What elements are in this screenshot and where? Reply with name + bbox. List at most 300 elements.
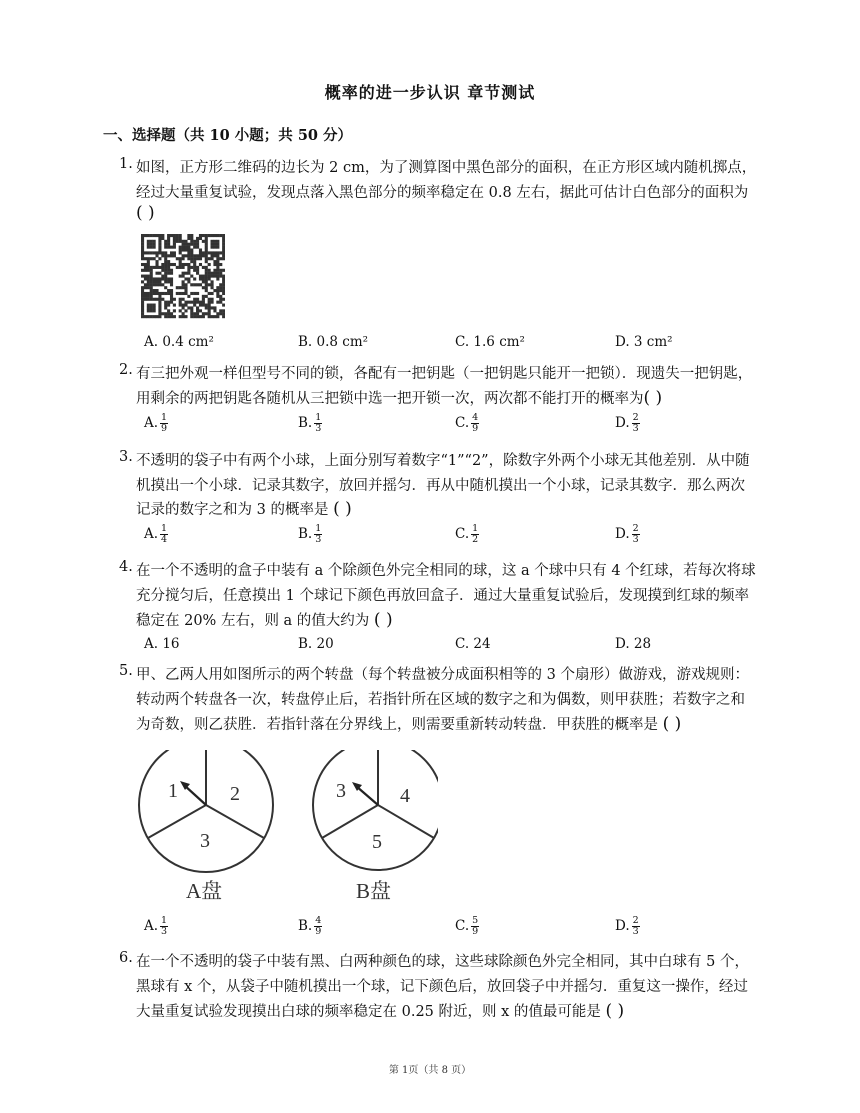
- qr-module: [167, 246, 170, 249]
- qr-module: [158, 248, 161, 251]
- qr-module: [196, 298, 199, 301]
- qr-module: [167, 260, 170, 263]
- qr-module: [196, 254, 199, 257]
- q3-line-3: [136, 498, 352, 519]
- q4-option-a[interactable]: A. 16: [144, 636, 180, 652]
- qr-module: [187, 234, 190, 237]
- qr-module: [182, 286, 185, 289]
- qr-module: [155, 254, 158, 257]
- qr-module: [184, 292, 187, 295]
- qr-module: [202, 234, 205, 237]
- qr-module: [161, 266, 164, 269]
- qr-module: [167, 243, 170, 246]
- qr-module: [196, 315, 199, 318]
- qr-module: [150, 283, 153, 286]
- qr-module: [184, 289, 187, 292]
- qr-module: [182, 246, 185, 249]
- qr-module: [202, 295, 205, 298]
- q4-line-1: 在一个不透明的盒子中装有 a 个除颜色外完全相同的球，这 a 个球中只有 4 个红球，若每次将球: [136, 563, 756, 579]
- section-heading: 一、选择题（共 10 小题；共 50 分）: [103, 127, 353, 144]
- qr-module: [190, 260, 193, 263]
- qr-module: [155, 283, 158, 286]
- qr-module: [170, 269, 173, 272]
- qr-module: [150, 295, 153, 298]
- qr-module: [158, 237, 161, 240]
- qr-module: [147, 243, 150, 246]
- q5-option-d[interactable]: D. $\frac{2}{3}$: [615, 915, 639, 937]
- qr-module: [199, 309, 202, 312]
- q3-option-d[interactable]: D. $\frac{2}{3}$: [615, 523, 639, 545]
- qr-module: [158, 234, 161, 237]
- q4-option-b[interactable]: B. 20: [298, 636, 334, 652]
- qr-module: [155, 280, 158, 283]
- q5-option-b[interactable]: B. $\frac{4}{9}$: [298, 915, 322, 937]
- q6-line-3-text: 大量重复试验发现摸出白球的频率稳定在 0.25 附近，则 x 的值最可能是: [136, 1004, 601, 1020]
- qr-module: [199, 263, 202, 266]
- qr-module: [199, 304, 202, 307]
- qr-module: [193, 301, 196, 304]
- qr-module: [147, 269, 150, 272]
- qr-module: [205, 280, 208, 283]
- qr-module: [176, 240, 179, 243]
- qr-module: [222, 315, 225, 318]
- qr-module: [147, 286, 150, 289]
- qr-module: [176, 257, 179, 260]
- qr-module: [222, 254, 225, 257]
- qr-module: [161, 312, 164, 315]
- qr-module: [161, 263, 164, 266]
- q1-option-d[interactable]: D. 3 cm²: [615, 334, 673, 350]
- qr-module: [147, 277, 150, 280]
- qr-module: [144, 283, 147, 286]
- qr-module: [187, 248, 190, 251]
- q3-line-3-text: 记录的数字之和为 3 的概率是: [136, 502, 329, 518]
- qr-module: [179, 240, 182, 243]
- q1-option-a[interactable]: A. 0.4 cm²: [144, 334, 214, 350]
- qr-module: [176, 234, 179, 237]
- qr-module: [219, 272, 222, 275]
- qr-module: [196, 272, 199, 275]
- qr-module: [182, 266, 185, 269]
- q4-number: 4.: [119, 559, 133, 575]
- qr-module: [155, 266, 158, 269]
- qr-module: [141, 263, 144, 266]
- qr-module: [147, 263, 150, 266]
- qr-module: [219, 234, 222, 237]
- qr-module: [205, 269, 208, 272]
- qr-module: [184, 243, 187, 246]
- qr-module: [222, 246, 225, 249]
- qr-module: [196, 306, 199, 309]
- q1-bracket: ( ): [136, 203, 155, 223]
- qr-module: [147, 260, 150, 263]
- qr-module: [196, 266, 199, 269]
- qr-module: [173, 315, 176, 318]
- q4-line-3-text: 稳定在 20% 左右，则 a 的值大约为: [136, 613, 370, 629]
- qr-module: [164, 243, 167, 246]
- qr-module: [199, 275, 202, 278]
- wheel-a-sector-1: 1: [168, 780, 178, 802]
- qr-module: [216, 240, 219, 243]
- qr-module: [147, 266, 150, 269]
- qr-module: [155, 272, 158, 275]
- qr-module: [216, 266, 219, 269]
- qr-module: [199, 283, 202, 286]
- qr-module: [184, 286, 187, 289]
- qr-module: [161, 237, 164, 240]
- qr-module: [211, 298, 214, 301]
- q3-line-1: 不透明的袋子中有两个小球，上面分别写着数字“1”“2”，除数字外两个小球无其他差别．从中随: [136, 453, 750, 469]
- qr-module: [208, 312, 211, 315]
- qr-module: [187, 301, 190, 304]
- qr-module: [196, 243, 199, 246]
- qr-module: [147, 306, 150, 309]
- qr-module: [141, 237, 144, 240]
- qr-module: [147, 234, 150, 237]
- qr-module: [193, 243, 196, 246]
- qr-module: [141, 292, 144, 295]
- qr-module: [170, 254, 173, 257]
- qr-module: [144, 269, 147, 272]
- qr-module: [182, 248, 185, 251]
- qr-module: [222, 304, 225, 307]
- qr-module: [184, 304, 187, 307]
- qr-module: [147, 257, 150, 260]
- qr-module: [167, 292, 170, 295]
- qr-module: [155, 289, 158, 292]
- qr-module: [170, 272, 173, 275]
- qr-module: [202, 315, 205, 318]
- qr-module: [164, 246, 167, 249]
- q6-line-1: 在一个不透明的袋子中装有黑、白两种颜色的球，这些球除颜色外完全相同，其中白球有 5 个，: [136, 954, 749, 970]
- qr-module: [141, 240, 144, 243]
- qr-module: [202, 286, 205, 289]
- qr-module: [150, 315, 153, 318]
- qr-module: [155, 292, 158, 295]
- qr-module: [170, 289, 173, 292]
- qr-module: [153, 283, 156, 286]
- qr-module: [193, 312, 196, 315]
- wheel-a-sector-3: 3: [200, 830, 210, 852]
- qr-module: [153, 289, 156, 292]
- qr-module: [216, 246, 219, 249]
- wheel-b-divider: [322, 805, 378, 838]
- qr-module: [167, 237, 170, 240]
- wheel-a-sector-2: 2: [230, 783, 240, 805]
- qr-module: [193, 298, 196, 301]
- qr-module: [173, 243, 176, 246]
- qr-module: [153, 280, 156, 283]
- qr-module: [167, 272, 170, 275]
- qr-module: [182, 240, 185, 243]
- qr-module: [167, 280, 170, 283]
- qr-module: [153, 277, 156, 280]
- q2-option-b[interactable]: B. $\frac{1}{3}$: [298, 412, 322, 434]
- qr-module: [173, 246, 176, 249]
- qr-module: [179, 237, 182, 240]
- q3-line-2: 机摸出一个小球．记录其数字，放回并摇匀．再从中随机摸出一个小球，记录其数字．那么两次: [136, 478, 745, 494]
- q4-option-c[interactable]: C. 24: [455, 636, 491, 652]
- qr-module: [150, 240, 153, 243]
- qr-module: [173, 304, 176, 307]
- qr-module: [179, 315, 182, 318]
- qr-module: [164, 263, 167, 266]
- qr-module: [211, 292, 214, 295]
- qr-module: [158, 280, 161, 283]
- qr-module: [182, 263, 185, 266]
- qr-module: [150, 246, 153, 249]
- qr-module: [184, 309, 187, 312]
- q5-option-a[interactable]: A. $\frac{1}{3}$: [144, 915, 168, 937]
- qr-module: [219, 312, 222, 315]
- qr-module: [150, 257, 153, 260]
- qr-module: [205, 277, 208, 280]
- qr-module: [164, 292, 167, 295]
- qr-module: [222, 286, 225, 289]
- qr-module: [164, 275, 167, 278]
- qr-module: [190, 301, 193, 304]
- qr-module: [164, 306, 167, 309]
- qr-module: [170, 298, 173, 301]
- qr-module: [216, 289, 219, 292]
- qr-module: [141, 295, 144, 298]
- qr-module: [164, 251, 167, 254]
- q2-option-a[interactable]: A. $\frac{1}{9}$: [144, 412, 168, 434]
- qr-module: [141, 257, 144, 260]
- page-title: 概率的进一步认识 章节测试: [324, 83, 536, 102]
- qr-module: [196, 269, 199, 272]
- qr-module: [184, 263, 187, 266]
- qr-module: [196, 237, 199, 240]
- qr-module: [216, 275, 219, 278]
- qr-module: [158, 304, 161, 307]
- qr-module: [182, 243, 185, 246]
- qr-module: [205, 266, 208, 269]
- qr-module: [184, 277, 187, 280]
- qr-module: [222, 243, 225, 246]
- qr-module: [164, 280, 167, 283]
- qr-module: [205, 257, 208, 260]
- wheel-b-label: B盘: [356, 879, 392, 903]
- qr-module: [187, 295, 190, 298]
- q6-bracket: ( ): [605, 1001, 625, 1021]
- qr-module: [153, 292, 156, 295]
- q5-option-c[interactable]: C. $\frac{5}{9}$: [455, 915, 479, 937]
- qr-module: [150, 292, 153, 295]
- q6-number: 6.: [119, 950, 133, 966]
- qr-module: [144, 315, 147, 318]
- qr-module: [216, 269, 219, 272]
- q5-line-1: 甲、乙两人用如图所示的两个转盘（每个转盘被分成面积相等的 3 个扇形）做游戏，游戏规则：: [136, 667, 749, 683]
- qr-module: [182, 275, 185, 278]
- qr-module: [187, 246, 190, 249]
- page-footer: 第 1页（共 8 页）: [388, 1065, 472, 1076]
- qr-module: [179, 234, 182, 237]
- qr-module: [219, 275, 222, 278]
- qr-module: [213, 240, 216, 243]
- qr-module: [216, 243, 219, 246]
- qr-module: [199, 251, 202, 254]
- qr-module: [176, 292, 179, 295]
- qr-module: [193, 266, 196, 269]
- qr-module: [147, 292, 150, 295]
- qr-module: [164, 301, 167, 304]
- qr-module: [144, 266, 147, 269]
- qr-module: [205, 306, 208, 309]
- q3-option-b[interactable]: B. $\frac{1}{3}$: [298, 523, 322, 545]
- qr-module: [202, 280, 205, 283]
- qr-module: [208, 306, 211, 309]
- qr-module: [141, 251, 144, 254]
- qr-module: [176, 237, 179, 240]
- qr-module: [199, 257, 202, 260]
- qr-module: [167, 277, 170, 280]
- q2-option-c[interactable]: C. $\frac{4}{9}$: [455, 412, 479, 434]
- qr-module: [141, 248, 144, 251]
- qr-module: [153, 246, 156, 249]
- q3-option-c[interactable]: C. $\frac{1}{2}$: [455, 523, 479, 545]
- qr-module: [199, 277, 202, 280]
- qr-module: [167, 240, 170, 243]
- qr-module: [190, 234, 193, 237]
- q2-option-d[interactable]: D. $\frac{2}{3}$: [615, 412, 639, 434]
- qr-module: [208, 269, 211, 272]
- wheel-b-sector-4: 4: [400, 785, 410, 807]
- qr-module: [222, 257, 225, 260]
- qr-module: [155, 263, 158, 266]
- qr-module: [150, 269, 153, 272]
- qr-module: [164, 240, 167, 243]
- qr-module: [208, 309, 211, 312]
- qr-module: [211, 272, 214, 275]
- qr-module: [190, 266, 193, 269]
- qr-module: [170, 251, 173, 254]
- qr-module: [199, 237, 202, 240]
- qr-module: [219, 257, 222, 260]
- qr-module: [222, 283, 225, 286]
- qr-module: [141, 269, 144, 272]
- q1-option-c[interactable]: C. 1.6 cm²: [455, 334, 525, 350]
- qr-module: [187, 306, 190, 309]
- qr-module: [153, 298, 156, 301]
- wheel-a-pointer: [184, 785, 206, 805]
- qr-module: [147, 298, 150, 301]
- qr-module: [208, 315, 211, 318]
- q4-line-2: 充分搅匀后，任意摸出 1 个球记下颜色再放回盒子．通过大量重复试验后，发现摸到红球的频率: [136, 588, 749, 604]
- qr-module: [155, 234, 158, 237]
- q6-line-2: 黑球有 x 个，从袋子中随机摸出一个球，记下颜色后，放回袋子中并摇匀．重复这一操作，经过: [136, 979, 748, 995]
- qr-module: [182, 312, 185, 315]
- qr-module: [170, 280, 173, 283]
- qr-module: [205, 272, 208, 275]
- qr-module: [222, 277, 225, 280]
- qr-module: [196, 301, 199, 304]
- qr-module: [202, 251, 205, 254]
- wheel-b-divider: [378, 805, 434, 838]
- q3-bracket: ( ): [333, 499, 352, 519]
- qr-module: [213, 269, 216, 272]
- q2-line-2-text: 用剩余的两把钥匙各随机从三把锁中选一把开锁一次，两次都不能打开的概率为: [136, 391, 644, 407]
- qr-module: [173, 263, 176, 266]
- qr-module: [167, 234, 170, 237]
- qr-module: [141, 312, 144, 315]
- qr-module: [170, 295, 173, 298]
- qr-module: [179, 286, 182, 289]
- qr-module: [155, 298, 158, 301]
- qr-module: [190, 254, 193, 257]
- qr-module: [211, 254, 214, 257]
- qr-module: [179, 301, 182, 304]
- qr-module: [205, 234, 208, 237]
- q1-line-2: 经过大量重复试验，发现点落入黑色部分的频率稳定在 0.8 左右，据此可估计白色部分的面积为: [136, 185, 749, 201]
- qr-module: [141, 309, 144, 312]
- qr-module: [187, 243, 190, 246]
- qr-module: [161, 269, 164, 272]
- qr-module: [193, 283, 196, 286]
- qr-module: [164, 260, 167, 263]
- q5-line-3-text: 为奇数，则乙获胜．若指针落在分界线上，则需要重新转动转盘．甲获胜的概率是: [136, 717, 658, 733]
- qr-module: [193, 254, 196, 257]
- q3-number: 3.: [119, 449, 133, 465]
- qr-module: [173, 240, 176, 243]
- q4-option-d[interactable]: D. 28: [615, 636, 652, 652]
- qr-module: [176, 266, 179, 269]
- qr-module: [155, 260, 158, 263]
- qr-module: [216, 315, 219, 318]
- qr-module: [150, 251, 153, 254]
- qr-module: [208, 298, 211, 301]
- qr-module: [216, 251, 219, 254]
- qr-module: [141, 301, 144, 304]
- qr-module: [141, 234, 144, 237]
- qr-module: [161, 298, 164, 301]
- qr-module: [187, 237, 190, 240]
- qr-module: [219, 269, 222, 272]
- qr-module: [173, 234, 176, 237]
- q5-line-2: 转动两个转盘各一次，转盘停止后，若指针所在区域的数字之和为偶数，则甲获胜；若数字之和: [136, 692, 745, 708]
- qr-module: [219, 286, 222, 289]
- qr-module: [184, 272, 187, 275]
- qr-module: [205, 312, 208, 315]
- q3-option-a[interactable]: A. $\frac{1}{4}$: [144, 523, 168, 545]
- wheel-b-sector-5: 5: [372, 831, 382, 853]
- qr-module: [167, 269, 170, 272]
- spinner-figure: [138, 750, 438, 910]
- qr-module: [211, 243, 214, 246]
- qr-module: [187, 251, 190, 254]
- qr-module: [164, 272, 167, 275]
- qr-module: [205, 289, 208, 292]
- qr-module: [167, 312, 170, 315]
- qr-module: [196, 309, 199, 312]
- qr-module: [150, 289, 153, 292]
- qr-module: [219, 298, 222, 301]
- qr-module: [184, 246, 187, 249]
- qr-module: [219, 295, 222, 298]
- qr-module: [164, 254, 167, 257]
- qr-module: [193, 246, 196, 249]
- qr-module: [196, 246, 199, 249]
- q1-option-b[interactable]: B. 0.8 cm²: [298, 334, 369, 350]
- qr-module: [161, 277, 164, 280]
- qr-module: [179, 251, 182, 254]
- qr-module: [179, 257, 182, 260]
- qr-module: [158, 309, 161, 312]
- qr-module: [153, 306, 156, 309]
- qr-module: [213, 260, 216, 263]
- qr-module: [187, 257, 190, 260]
- qr-module: [153, 234, 156, 237]
